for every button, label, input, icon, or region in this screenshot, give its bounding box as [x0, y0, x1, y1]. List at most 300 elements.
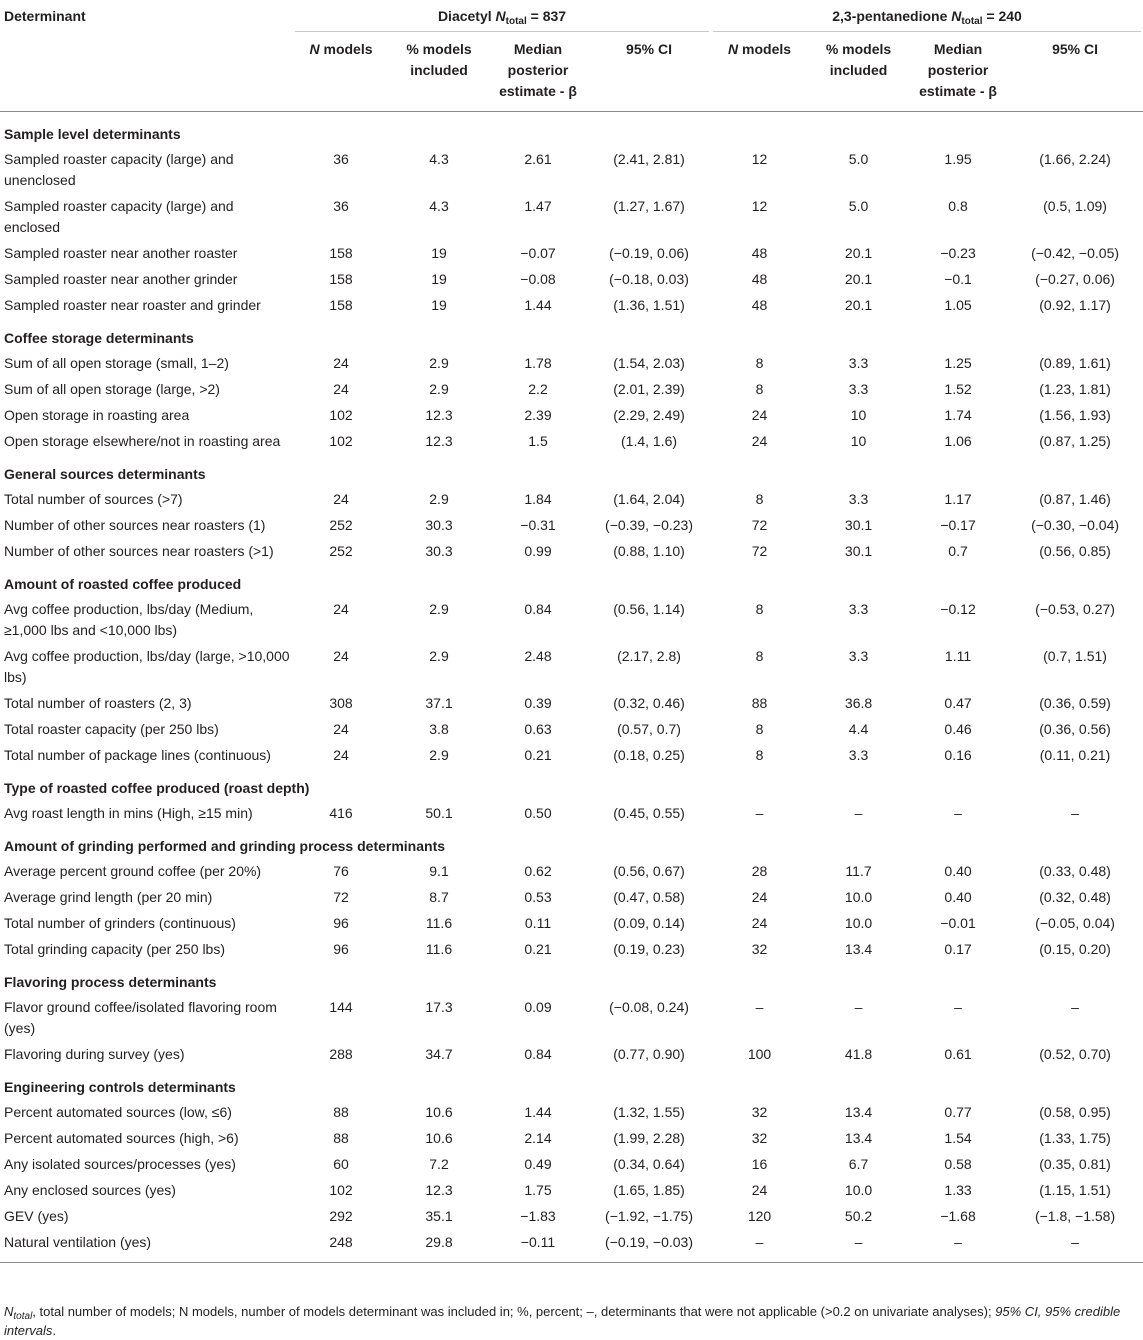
diacetyl-median-beta-cell: 0.49	[524, 1156, 552, 1172]
pentanedione-group-header: 2,3-pentanedione $N_{total} = 240$	[711, 6, 1143, 32]
diacetyl-ci-cell: (0.77, 0.90)	[613, 1046, 685, 1062]
row-label: Percent automated sources (low, ≤6)	[4, 1104, 232, 1120]
diacetyl-n-models-cell: 292	[329, 1208, 353, 1224]
diacetyl-pct-models-cell: 9.1	[429, 863, 449, 879]
median-header: Median posterior estimate - β	[919, 41, 997, 99]
pentanedione-pct-models-cell: –	[854, 805, 863, 821]
pentanedione-pct-models-cell: 10.0	[844, 889, 873, 905]
row-label: Number of other sources near roasters (1)	[4, 517, 266, 533]
diacetyl-n-models-cell: 96	[333, 915, 349, 931]
diacetyl-pct-models-cell: 7.2	[429, 1156, 449, 1172]
pentanedione-pct-models-cell: 3.3	[848, 355, 869, 371]
row-label: Flavor ground coffee/isolated flavoring room (yes)	[4, 999, 277, 1036]
diacetyl-ci-cell: (−1.92, −1.75)	[605, 1208, 693, 1224]
pentanedione-n-models-cell: 8	[755, 601, 764, 617]
pentanedione-median-beta-cell: 1.11	[944, 648, 972, 664]
diacetyl-ci-cell: (1.54, 2.03)	[613, 355, 685, 371]
diacetyl-ci-cell: (0.56, 0.67)	[613, 863, 685, 879]
diacetyl-ci-cell: (0.57, 0.7)	[617, 721, 681, 737]
pentanedione-n-models-cell: –	[755, 805, 764, 821]
diacetyl-pct-models-cell: 2.9	[429, 355, 449, 371]
pentanedione-n-models-cell: 48	[751, 297, 768, 313]
pentanedione-n-models-cell: 88	[751, 695, 768, 711]
median-header: Median posterior estimate - β	[499, 41, 577, 99]
diacetyl-n-models-cell: 24	[333, 381, 349, 397]
pentanedione-pct-models-cell: 11.7	[845, 863, 872, 879]
diacetyl-median-beta-cell: 1.47	[524, 198, 552, 214]
pentanedione-pct-models-cell: 30.1	[844, 543, 873, 559]
pentanedione-pct-models-cell: 13.4	[844, 941, 873, 957]
row-label: Sampled roaster capacity (large) and unenclosed	[4, 151, 234, 188]
pentanedione-pct-models-cell: 13.4	[844, 1130, 873, 1146]
pentanedione-pct-models-cell: 3.3	[848, 491, 869, 507]
pentanedione-ci-cell: (0.7, 1.51)	[1043, 648, 1107, 664]
pentanedione-median-beta-cell: −0.01	[940, 915, 976, 931]
pentanedione-median-beta-cell: −0.17	[940, 517, 976, 533]
diacetyl-ci-cell: (2.41, 2.81)	[613, 151, 685, 167]
pentanedione-median-beta-cell: 1.52	[944, 381, 972, 397]
pentanedione-n-models-cell: 12	[751, 151, 768, 167]
row-label: Total number of package lines (continuous)	[4, 747, 271, 763]
diacetyl-pct-models-cell: 12.3	[425, 1182, 453, 1198]
n-models-header: N models	[309, 41, 373, 57]
diacetyl-pct-models-cell: 10.6	[425, 1104, 453, 1120]
diacetyl-median-beta-cell: 2.61	[524, 151, 552, 167]
pentanedione-ci-cell: (0.56, 0.85)	[1039, 543, 1111, 559]
row-label: Open storage elsewhere/not in roasting area	[4, 433, 281, 449]
section-title: Amount of roasted coffee produced	[4, 576, 242, 592]
diacetyl-pct-models-cell: 8.7	[429, 889, 449, 905]
pentanedione-ci-cell: –	[1071, 1234, 1079, 1250]
diacetyl-median-beta-cell: 0.84	[524, 1046, 552, 1062]
pentanedione-pct-models-cell: 41.8	[844, 1046, 873, 1062]
pentanedione-median-beta-cell: 0.17	[944, 941, 972, 957]
pentanedione-pct-models-cell: 10.0	[844, 1182, 873, 1198]
table-row	[0, 882, 1143, 908]
section-header-row	[0, 960, 1143, 992]
table-row	[0, 426, 1143, 452]
pentanedione-ci-cell: (−0.42, −0.05)	[1031, 245, 1120, 261]
diacetyl-pct-models-cell: 34.7	[425, 1046, 453, 1062]
table-row	[0, 510, 1143, 536]
pentanedione-pct-models-cell: 6.7	[848, 1156, 869, 1172]
diacetyl-median-beta-cell: −0.08	[520, 271, 556, 287]
ci-header: 95% CI	[626, 41, 672, 57]
column-header-row	[0, 32, 1143, 112]
table-row	[0, 191, 1143, 238]
pentanedione-pct-models-cell: –	[854, 1234, 863, 1250]
pentanedione-n-models-cell: 8	[755, 747, 764, 763]
pentanedione-ci-cell: (0.5, 1.09)	[1043, 198, 1107, 214]
pentanedione-median-beta-cell: 1.33	[944, 1182, 972, 1198]
row-label: Total number of roasters (2, 3)	[4, 695, 192, 711]
diacetyl-pct-models-cell: 35.1	[425, 1208, 453, 1224]
diacetyl-n-models-cell: 102	[329, 407, 353, 423]
diacetyl-median-beta-cell: 0.21	[524, 747, 552, 763]
diacetyl-pct-models-cell: 50.1	[425, 805, 453, 821]
diacetyl-n-models-cell: 24	[333, 747, 349, 763]
pentanedione-ci-cell: (−0.27, 0.06)	[1035, 271, 1115, 287]
pentanedione-ci-cell: (0.11, 0.21)	[1039, 747, 1111, 763]
section-header-row	[0, 1065, 1143, 1097]
table-row	[0, 594, 1143, 641]
diacetyl-n-models-cell: 252	[329, 543, 353, 559]
diacetyl-ci-cell: (1.4, 1.6)	[621, 433, 678, 449]
diacetyl-n-models-cell: 88	[333, 1130, 349, 1146]
diacetyl-median-beta-cell: 0.62	[524, 863, 552, 879]
diacetyl-median-beta-cell: 2.14	[524, 1130, 552, 1146]
diacetyl-pct-models-cell: 12.3	[425, 433, 453, 449]
diacetyl-pct-models-cell: 4.3	[429, 198, 449, 214]
pentanedione-ci-cell: (0.36, 0.59)	[1039, 695, 1111, 711]
diacetyl-median-beta-cell: −0.11	[520, 1234, 556, 1250]
section-title: Engineering controls determinants	[4, 1079, 236, 1095]
row-label: Sum of all open storage (small, 1–2)	[4, 355, 229, 371]
diacetyl-pct-models-cell: 37.1	[425, 695, 453, 711]
diacetyl-median-beta-cell: −1.83	[520, 1208, 556, 1224]
pentanedione-median-beta-cell: 1.05	[944, 297, 972, 313]
diacetyl-ci-cell: (0.18, 0.25)	[613, 747, 685, 763]
pentanedione-ci-cell: (1.56, 1.93)	[1039, 407, 1111, 423]
pentanedione-median-beta-cell: –	[954, 1234, 962, 1250]
table-body	[0, 112, 1143, 1263]
table-row	[0, 908, 1143, 934]
pentanedione-pct-models-cell: 30.1	[844, 517, 873, 533]
pentanedione-ci-cell: (0.33, 0.48)	[1039, 863, 1111, 879]
pentanedione-n-models-cell: 24	[751, 915, 768, 931]
section-title: Coffee storage determinants	[4, 330, 194, 346]
pentanedione-median-beta-cell: −0.12	[940, 601, 976, 617]
pentanedione-median-beta-cell: 0.40	[944, 889, 972, 905]
diacetyl-ci-cell: (1.64, 2.04)	[613, 491, 685, 507]
pentanedione-ci-cell: (0.87, 1.25)	[1039, 433, 1111, 449]
n-models-header: N models	[728, 41, 792, 57]
pentanedione-ci-cell: (0.15, 0.20)	[1039, 941, 1111, 957]
determinant-header: Determinant	[4, 8, 86, 24]
diacetyl-n-models-cell: 102	[329, 433, 353, 449]
diacetyl-median-beta-cell: 0.50	[524, 805, 552, 821]
diacetyl-median-beta-cell: 0.53	[524, 889, 552, 905]
pentanedione-n-models-cell: –	[755, 1234, 764, 1250]
pentanedione-median-beta-cell: 1.17	[944, 491, 972, 507]
row-label: Sampled roaster capacity (large) and enclosed	[4, 198, 234, 235]
row-label: Sampled roaster near roaster and grinder	[4, 297, 261, 313]
table-row	[0, 144, 1143, 191]
pentanedione-ci-cell: –	[1071, 999, 1079, 1015]
pct-models-header: % models included	[406, 41, 472, 78]
diacetyl-n-models-cell: 158	[329, 271, 353, 287]
diacetyl-ci-cell: (0.56, 1.14)	[613, 601, 685, 617]
section-title: Type of roasted coffee produced (roast depth)	[4, 780, 310, 796]
pentanedione-ci-cell: (−1.8, −1.58)	[1034, 1208, 1116, 1224]
row-label: Open storage in roasting area	[4, 407, 190, 423]
table-row	[0, 856, 1143, 882]
diacetyl-ci-cell: (0.32, 0.46)	[613, 695, 685, 711]
diacetyl-median-beta-cell: 2.48	[524, 648, 552, 664]
diacetyl-median-beta-cell: 2.2	[528, 381, 548, 397]
diacetyl-ci-cell: (1.65, 1.85)	[613, 1182, 685, 1198]
table-footnote: $N_{total}$, total number of models; N models, number of models determinant was included in; %, percent; –, determinants that were not applicable (>0.2 on univariate analyses); 95% CI, 95% credible intervals.	[4, 1304, 1121, 1338]
table-header	[0, 6, 1143, 112]
diacetyl-ci-cell: (−0.19, 0.06)	[609, 245, 689, 261]
diacetyl-median-beta-cell: 1.75	[524, 1182, 552, 1198]
table-row	[0, 400, 1143, 426]
diacetyl-pct-models-cell: 2.9	[429, 491, 449, 507]
section-header-row	[0, 112, 1143, 145]
diacetyl-median-beta-cell: 1.5	[528, 433, 548, 449]
pentanedione-ci-cell: (1.23, 1.81)	[1039, 381, 1111, 397]
pentanedione-median-beta-cell: –	[954, 805, 962, 821]
pentanedione-pct-models-cell: 13.4	[844, 1104, 873, 1120]
pentanedione-n-models-cell: 24	[751, 1182, 768, 1198]
diacetyl-ci-cell: (−0.18, 0.03)	[609, 271, 689, 287]
pentanedione-median-beta-cell: 0.8	[948, 198, 968, 214]
table-row	[0, 714, 1143, 740]
row-label: Avg coffee production, lbs/day (large, >10,000 lbs)	[4, 648, 290, 685]
diacetyl-n-models-cell: 252	[329, 517, 353, 533]
table-row	[0, 348, 1143, 374]
pentanedione-median-beta-cell: 0.77	[944, 1104, 972, 1120]
diacetyl-n-models-cell: 308	[329, 695, 353, 711]
pentanedione-ci-cell: (1.15, 1.51)	[1039, 1182, 1111, 1198]
pentanedione-ci-cell: (0.58, 0.95)	[1039, 1104, 1111, 1120]
pentanedione-pct-models-cell: 5.0	[848, 151, 869, 167]
diacetyl-ci-cell: (0.47, 0.58)	[613, 889, 685, 905]
pentanedione-median-beta-cell: 0.46	[944, 721, 972, 737]
diacetyl-ci-cell: (−0.39, −0.23)	[605, 517, 693, 533]
pentanedione-pct-models-cell: 36.8	[844, 695, 873, 711]
table-row	[0, 374, 1143, 400]
diacetyl-ci-cell: (0.88, 1.10)	[613, 543, 685, 559]
diacetyl-ci-cell: (−0.19, −0.03)	[605, 1234, 693, 1250]
table-row	[0, 1201, 1143, 1227]
row-label: Any enclosed sources (yes)	[4, 1182, 176, 1198]
diacetyl-ci-cell: (2.29, 2.49)	[613, 407, 685, 423]
pentanedione-ci-cell: (0.89, 1.61)	[1039, 355, 1111, 371]
diacetyl-ci-cell: (1.36, 1.51)	[613, 297, 685, 313]
diacetyl-pct-models-cell: 29.8	[425, 1234, 453, 1250]
row-label: Number of other sources near roasters (>1)	[4, 543, 274, 559]
row-label: Total number of sources (>7)	[4, 491, 183, 507]
section-header-row	[0, 562, 1143, 594]
section-title: Flavoring process determinants	[4, 974, 217, 990]
pentanedione-median-beta-cell: −1.68	[940, 1208, 976, 1224]
table-row	[0, 238, 1143, 264]
table-row	[0, 1123, 1143, 1149]
diacetyl-n-models-cell: 24	[333, 491, 349, 507]
table-row	[0, 1227, 1143, 1263]
diacetyl-median-beta-cell: −0.07	[520, 245, 556, 261]
pentanedione-pct-models-cell: 3.3	[848, 601, 869, 617]
table-row	[0, 688, 1143, 714]
diacetyl-median-beta-cell: 0.39	[524, 695, 552, 711]
diacetyl-n-models-cell: 72	[333, 889, 349, 905]
diacetyl-ci-cell: (2.17, 2.8)	[617, 648, 681, 664]
section-title: Sample level determinants	[4, 126, 181, 142]
section-title: Amount of grinding performed and grinding process determinants	[4, 838, 446, 854]
diacetyl-median-beta-cell: 0.21	[524, 941, 552, 957]
pentanedione-median-beta-cell: 0.16	[944, 747, 972, 763]
pentanedione-ci-cell: (−0.53, 0.27)	[1035, 601, 1115, 617]
diacetyl-ci-cell: (0.09, 0.14)	[613, 915, 685, 931]
pentanedione-ci-cell: (0.36, 0.56)	[1039, 721, 1111, 737]
pentanedione-pct-models-cell: 3.3	[848, 648, 869, 664]
pentanedione-n-models-cell: 28	[751, 863, 768, 879]
diacetyl-n-models-cell: 36	[333, 198, 349, 214]
row-label: Total grinding capacity (per 250 lbs)	[4, 941, 226, 957]
diacetyl-n-models-cell: 158	[329, 245, 353, 261]
pentanedione-n-models-cell: 8	[755, 355, 764, 371]
table-row	[0, 798, 1143, 824]
pentanedione-ci-cell: (0.35, 0.81)	[1039, 1156, 1111, 1172]
diacetyl-median-beta-cell: 0.84	[524, 601, 552, 617]
table-row	[0, 536, 1143, 562]
pentanedione-median-beta-cell: −0.23	[940, 245, 976, 261]
pentanedione-ci-cell: (0.87, 1.46)	[1039, 491, 1111, 507]
pentanedione-pct-models-cell: 20.1	[844, 271, 873, 287]
diacetyl-n-models-cell: 24	[333, 721, 349, 737]
diacetyl-n-models-cell: 248	[329, 1234, 353, 1250]
pentanedione-ci-cell: (0.92, 1.17)	[1039, 297, 1111, 313]
pentanedione-pct-models-cell: 50.2	[844, 1208, 873, 1224]
section-header-row	[0, 766, 1143, 798]
diacetyl-ci-cell: (0.34, 0.64)	[613, 1156, 685, 1172]
diacetyl-pct-models-cell: 17.3	[425, 999, 453, 1015]
diacetyl-ci-cell: (1.32, 1.55)	[613, 1104, 685, 1120]
diacetyl-median-beta-cell: 1.84	[524, 491, 552, 507]
pentanedione-median-beta-cell: 0.40	[944, 863, 972, 879]
diacetyl-ci-cell: (2.01, 2.39)	[613, 381, 685, 397]
diacetyl-median-beta-cell: 2.39	[524, 407, 552, 423]
row-label: Total roaster capacity (per 250 lbs)	[4, 721, 219, 737]
row-label: Sampled roaster near another roaster	[4, 245, 238, 261]
table-row	[0, 1149, 1143, 1175]
diacetyl-pct-models-cell: 2.9	[429, 601, 449, 617]
diacetyl-pct-models-cell: 30.3	[425, 517, 453, 533]
pentanedione-pct-models-cell: 10	[850, 433, 867, 449]
pentanedione-n-models-cell: 12	[751, 198, 768, 214]
diacetyl-pct-models-cell: 3.8	[429, 721, 449, 737]
row-label: Sampled roaster near another grinder	[4, 271, 238, 287]
section-title: General sources determinants	[4, 466, 206, 482]
pentanedione-n-models-cell: 72	[751, 517, 768, 533]
pentanedione-ci-cell: –	[1071, 805, 1079, 821]
table-row	[0, 934, 1143, 960]
pentanedione-ci-cell: (0.52, 0.70)	[1039, 1046, 1111, 1062]
table-row	[0, 1097, 1143, 1123]
pentanedione-n-models-cell: 16	[751, 1156, 768, 1172]
row-label: Natural ventilation (yes)	[4, 1234, 152, 1250]
diacetyl-median-beta-cell: 0.11	[524, 915, 552, 931]
pentanedione-pct-models-cell: 20.1	[844, 297, 873, 313]
diacetyl-pct-models-cell: 30.3	[425, 543, 453, 559]
table-row	[0, 992, 1143, 1039]
pentanedione-median-beta-cell: 1.25	[944, 355, 972, 371]
diacetyl-n-models-cell: 24	[333, 648, 349, 664]
pentanedione-ci-cell: (−0.30, −0.04)	[1031, 517, 1120, 533]
diacetyl-n-models-cell: 76	[333, 863, 349, 879]
diacetyl-ci-cell: (1.99, 2.28)	[613, 1130, 685, 1146]
pentanedione-n-models-cell: 48	[751, 245, 768, 261]
pentanedione-n-models-cell: 24	[751, 889, 768, 905]
row-label: Avg roast length in mins (High, ≥15 min)	[4, 805, 253, 821]
pentanedione-median-beta-cell: −0.1	[944, 271, 972, 287]
diacetyl-ci-cell: (1.27, 1.67)	[613, 198, 685, 214]
diacetyl-median-beta-cell: 0.99	[524, 543, 552, 559]
pentanedione-median-beta-cell: 1.54	[944, 1130, 972, 1146]
diacetyl-median-beta-cell: 0.63	[524, 721, 552, 737]
diacetyl-pct-models-cell: 2.9	[429, 648, 449, 664]
diacetyl-n-models-cell: 24	[333, 601, 349, 617]
pentanedione-ci-cell: (1.33, 1.75)	[1039, 1130, 1111, 1146]
pentanedione-median-beta-cell: 1.06	[944, 433, 972, 449]
diacetyl-n-models-cell: 36	[333, 151, 349, 167]
pentanedione-pct-models-cell: 4.4	[848, 721, 869, 737]
pentanedione-median-beta-cell: 1.74	[944, 407, 972, 423]
row-label: Avg coffee production, lbs/day (Medium, ≥1,000 lbs and <10,000 lbs)	[4, 601, 254, 638]
pentanedione-n-models-cell: 24	[751, 407, 768, 423]
pentanedione-median-beta-cell: 0.61	[944, 1046, 972, 1062]
pentanedione-n-models-cell: 120	[747, 1208, 772, 1224]
diacetyl-n-models-cell: 288	[329, 1046, 353, 1062]
pentanedione-pct-models-cell: 10.0	[844, 915, 873, 931]
pentanedione-n-models-cell: 100	[747, 1046, 772, 1062]
diacetyl-n-models-cell: 24	[333, 355, 349, 371]
row-label: GEV (yes)	[4, 1208, 69, 1224]
pentanedione-ci-cell: (0.32, 0.48)	[1039, 889, 1111, 905]
pentanedione-median-beta-cell: 0.58	[944, 1156, 972, 1172]
table-row	[0, 484, 1143, 510]
table-row	[0, 264, 1143, 290]
ci-header: 95% CI	[1052, 41, 1098, 57]
pentanedione-pct-models-cell: –	[854, 999, 863, 1015]
row-label: Percent automated sources (high, >6)	[4, 1130, 239, 1146]
pentanedione-pct-models-cell: 3.3	[848, 747, 869, 763]
section-header-row	[0, 824, 1143, 856]
table-row	[0, 1039, 1143, 1065]
diacetyl-n-models-cell: 102	[329, 1182, 353, 1198]
diacetyl-pct-models-cell: 11.6	[425, 915, 453, 931]
pentanedione-n-models-cell: 8	[755, 491, 764, 507]
pentanedione-pct-models-cell: 10	[850, 407, 867, 423]
table-row	[0, 740, 1143, 766]
diacetyl-ci-cell: (0.19, 0.23)	[613, 941, 685, 957]
diacetyl-pct-models-cell: 4.3	[429, 151, 449, 167]
diacetyl-n-models-cell: 158	[329, 297, 353, 313]
pentanedione-median-beta-cell: 1.95	[944, 151, 972, 167]
diacetyl-n-models-cell: 144	[329, 999, 353, 1015]
table-row	[0, 290, 1143, 316]
pentanedione-n-models-cell: 24	[751, 433, 768, 449]
pentanedione-pct-models-cell: 20.1	[844, 245, 873, 261]
pentanedione-n-models-cell: 72	[751, 543, 768, 559]
row-label: Sum of all open storage (large, >2)	[4, 381, 220, 397]
pentanedione-median-beta-cell: 0.7	[948, 543, 968, 559]
pentanedione-median-beta-cell: –	[954, 999, 962, 1015]
row-label: Flavoring during survey (yes)	[4, 1046, 185, 1062]
diacetyl-ci-cell: (−0.08, 0.24)	[609, 999, 689, 1015]
table-row	[0, 1175, 1143, 1201]
pentanedione-n-models-cell: 32	[751, 1130, 768, 1146]
pct-models-header: % models included	[825, 41, 892, 78]
pentanedione-n-models-cell: 32	[751, 1104, 768, 1120]
pentanedione-ci-cell: (−0.05, 0.04)	[1035, 915, 1115, 931]
diacetyl-n-models-cell: 96	[333, 941, 349, 957]
diacetyl-n-models-cell: 416	[329, 805, 353, 821]
pentanedione-n-models-cell: –	[755, 999, 764, 1015]
row-label: Any isolated sources/processes (yes)	[4, 1156, 236, 1172]
diacetyl-pct-models-cell: 19	[431, 271, 447, 287]
